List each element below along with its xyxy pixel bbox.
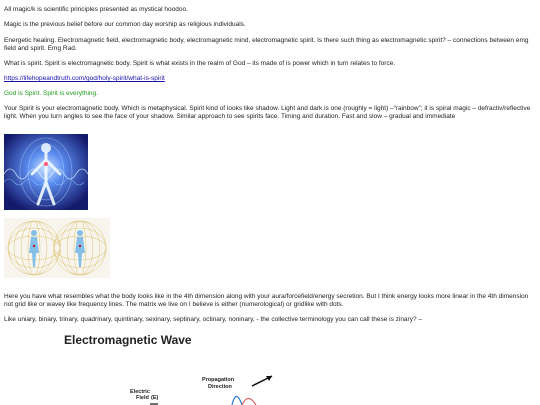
electric-label: Electric	[130, 389, 150, 395]
field-symbol: (E)	[151, 395, 159, 401]
spirit-reference-link[interactable]: https://lifehopeandtruth.com/god/holy-spirit/what-is-spirit	[4, 75, 165, 82]
paragraph-magic-belief: Magic is the previous belief before our common day worship as religious individuals.	[4, 21, 246, 28]
paragraph-magic-principles: All magic/k is scientific principles presented as mystical hoodoo.	[4, 6, 188, 13]
paragraph-what-is-spirit: What is spirit. Spirit is electromagnetic body. Spirit is what exists in the realm of God – its made of is power which in turn relates to force.	[4, 60, 396, 67]
magnetic-wave-curve	[242, 399, 256, 405]
torus-field-illustration	[4, 218, 110, 278]
propagation-label: Propagation	[202, 377, 235, 383]
paragraph-god-is-spirit: God is Spirit. Spirit is everything.	[4, 90, 98, 97]
paragraph-energetic-healing: Energetic healing. Electromagnetic field, electromagnetic body, electromagnetic mind, electromagnetic spirit. Is there such thing as electromagnetic spirit? – connections between emg field and spirit. Emg Rad.	[4, 37, 529, 52]
wave-diagram	[114, 370, 294, 405]
aura-body-illustration	[4, 134, 88, 210]
paragraph-fourth-dimension: Here you have what resembles what the body looks like in the 4th dimension along with your aura/forcefield/energy secretion. But I think energy looks more linear in the 4th dimension not grid like or wavey like frequency lines. The matrix we live on I believe is either (numerological) or gridlike with dots.	[4, 293, 529, 308]
wave-diagram-title: Electromagnetic Wave	[64, 333, 192, 347]
direction-label: Direction	[208, 384, 232, 390]
paragraph-electromagnetic-body: Your Spirit is your electromagnetic body. Which is metaphysical. Spirit kind of looks like shadow. Light and dark is one (roughly = light) –“rainbow”; it is spiral magic – defractiv/reflective light. When you turn angles to see the face of your shadow. Similar approach to see spirits face. Timing and duration. Fast and slow – gradual and immediate	[4, 105, 531, 120]
field-label: Field	[136, 395, 149, 401]
torus-field-image	[4, 218, 110, 278]
wave-diagram-drawing	[114, 370, 294, 405]
electric-wave-curve	[232, 397, 242, 405]
paragraph-zinary: Like uniary, binary, trinary, quadrinary, quintinary, sexinary, septinary, octinary, noninary, - the collective terminology you can call these is zinary? –	[4, 316, 422, 323]
aura-body-image	[4, 134, 88, 210]
